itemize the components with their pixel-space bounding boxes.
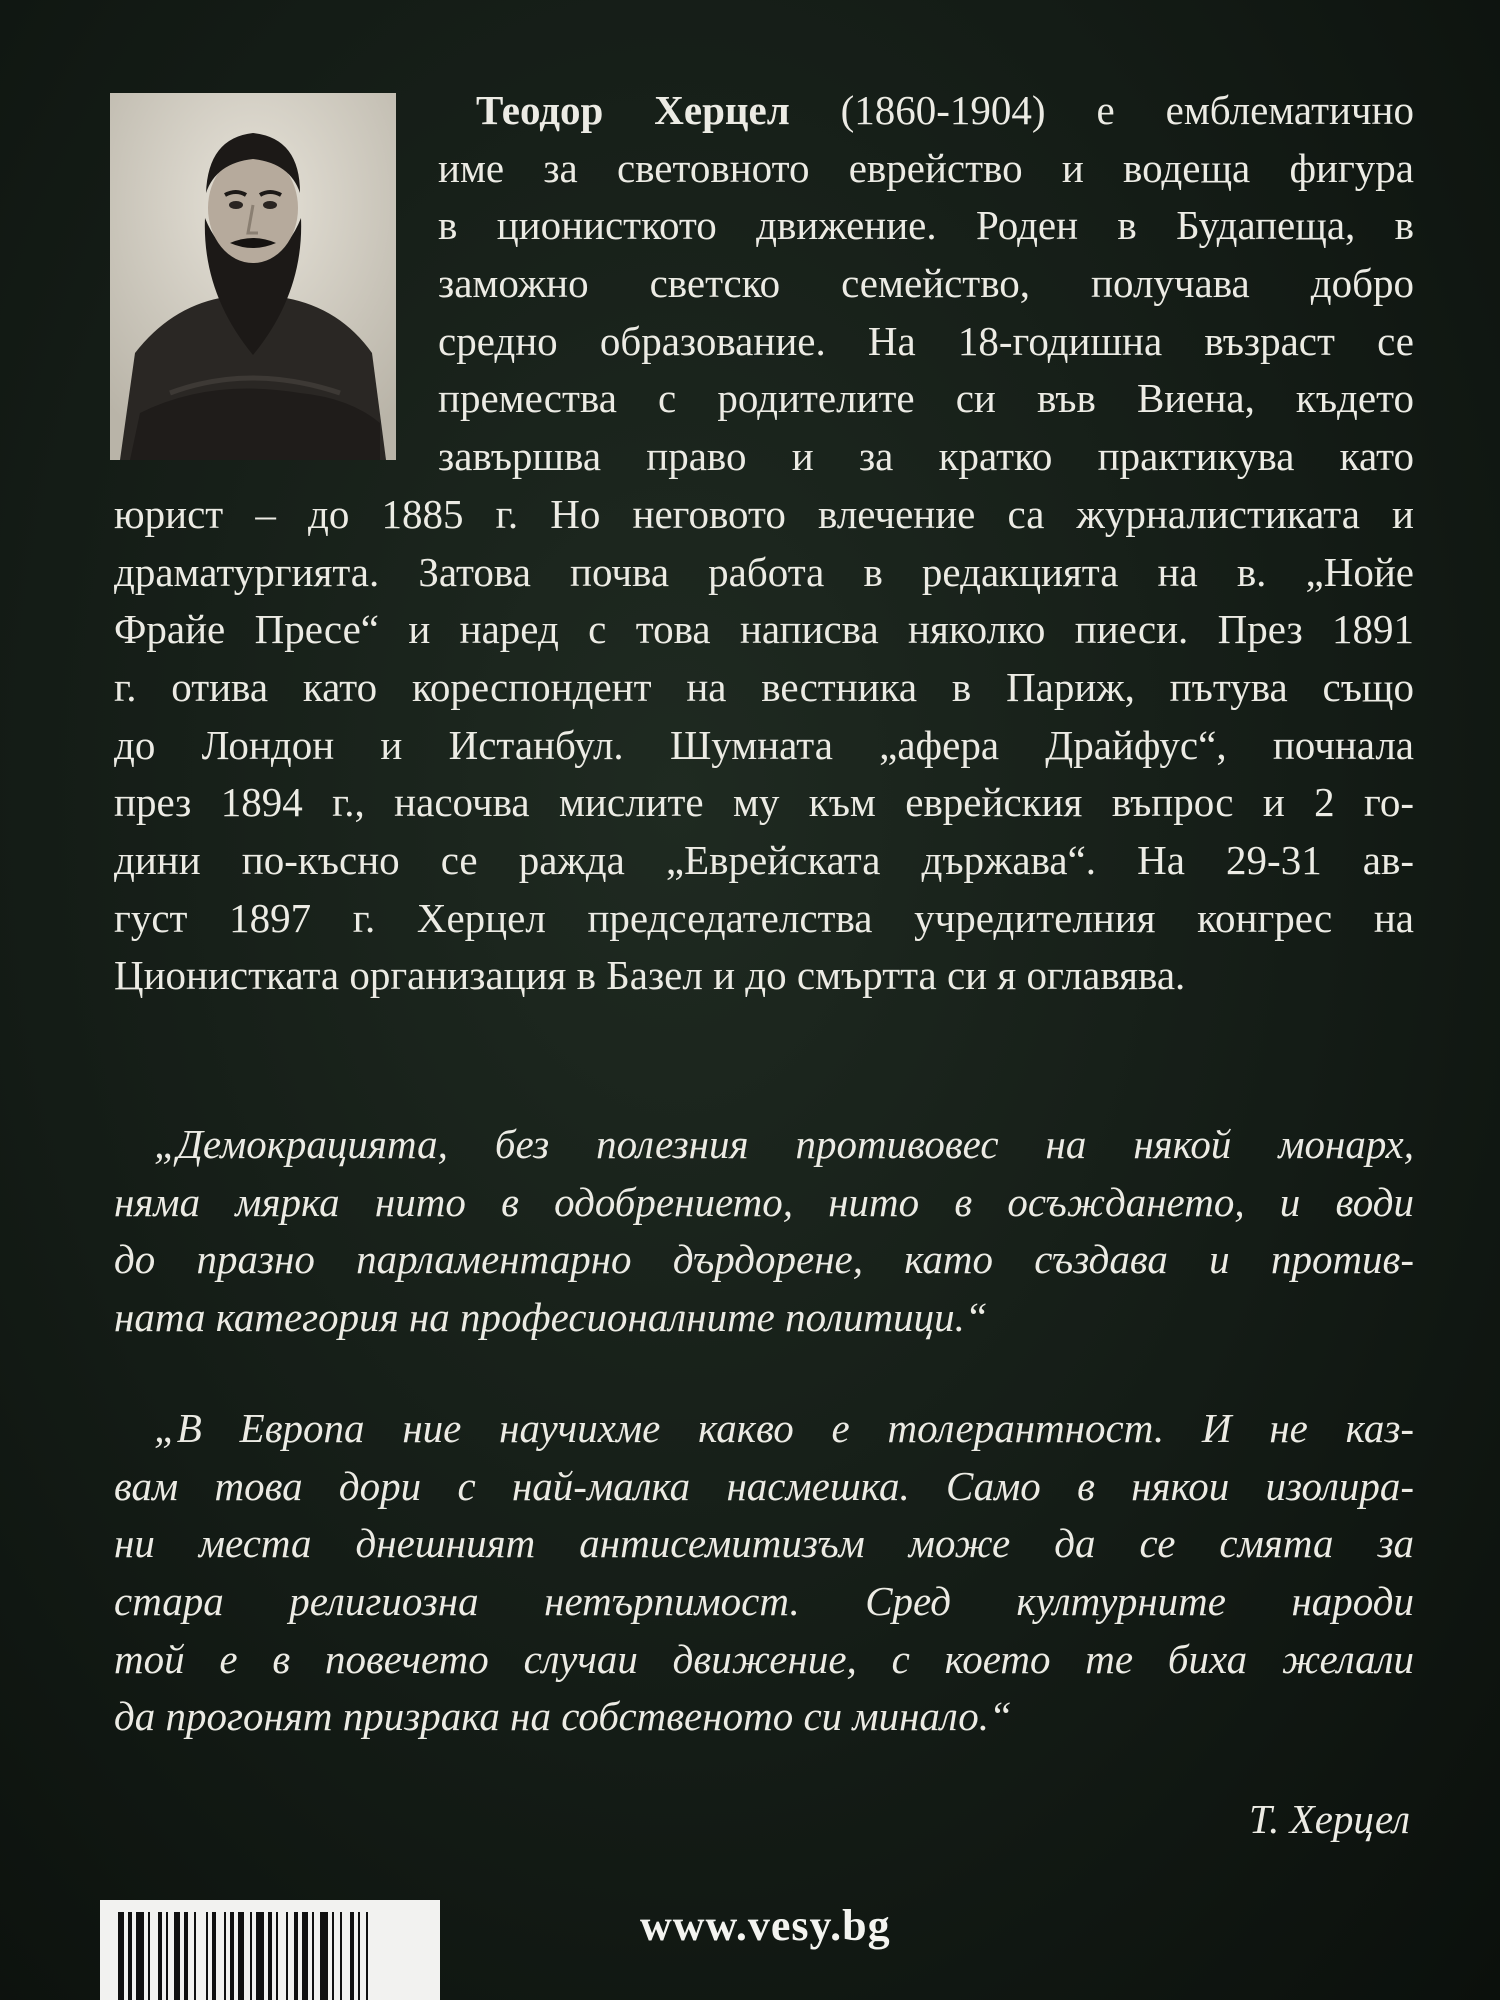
barcode: [100, 1900, 440, 2000]
quote-line: „В Европа ние научихме какво е толерантност. И не каз-: [154, 1405, 1414, 1451]
barcode-bar: [320, 1912, 328, 2000]
barcode-bar: [166, 1912, 168, 2000]
bio-line: премества с родителите си във Виена, където: [438, 375, 1414, 422]
barcode-bar: [286, 1912, 288, 2000]
barcode-bar: [340, 1912, 342, 2000]
barcode-bar: [302, 1912, 308, 2000]
barcode-bar: [294, 1912, 298, 2000]
publisher-website: www.vesy.bg: [640, 1901, 891, 1950]
bio-line: в ционисткото движение. Роден в Будапеща, в: [438, 202, 1414, 249]
barcode-bar: [366, 1912, 368, 2000]
barcode-bar: [212, 1912, 216, 2000]
bio-line: завършва право и за кратко практикува като: [438, 433, 1414, 480]
barcode-bar: [136, 1912, 144, 2000]
barcode-bar: [256, 1912, 264, 2000]
barcode-bar: [118, 1912, 124, 2000]
bio-line: Фрайе Пресе“ и наред с това написва няколко пиеси. През 1891: [114, 606, 1414, 653]
barcode-bar: [174, 1912, 180, 2000]
bio-line: средно образование. На 18-годишна възраст се: [438, 317, 1414, 364]
bio-line: Ционистката организация в Базел и до смъртта си я оглавява.: [114, 952, 1186, 999]
signature: Т. Херцел: [1248, 1796, 1410, 1842]
barcode-bar: [128, 1912, 132, 2000]
bio-line: Теодор Херцел (1860-1904) е емблематично: [476, 87, 1414, 133]
quote-line: няма мярка нито в одобрението, нито в осъждането, и води: [114, 1178, 1414, 1225]
barcode-bar: [276, 1912, 278, 2000]
bio-line: г. отива като кореспондент на вестника в Париж, пътува също: [114, 663, 1414, 710]
quote-line: той е в повечето случаи движение, с което те биха желали: [114, 1635, 1414, 1682]
quote-line: „Демокрацията, без полезния противовес на някой монарх,: [154, 1121, 1414, 1167]
quote-line: до празно парламентарно дърдорене, като създава и против-: [114, 1236, 1414, 1283]
barcode-bar: [230, 1912, 234, 2000]
bio-line: през 1894 г., насочва мислите му към еврейския въпрос и 2 го-: [114, 779, 1414, 826]
biography: [114, 82, 1414, 1005]
barcode-bar: [158, 1912, 162, 2000]
quote-line: вам това дори с най-малка насмешка. Само в някои изолира-: [114, 1462, 1414, 1509]
quote-tolerance: [114, 1400, 1414, 1746]
bio-line: густ 1897 г. Херцел председателства учредителния конгрес на: [114, 894, 1414, 941]
barcode-icon: [100, 1900, 440, 2000]
quote-line: да прогонят призрака на собственото си минало.“: [114, 1693, 1012, 1740]
barcode-bar: [312, 1912, 314, 2000]
barcode-bar: [238, 1912, 244, 2000]
barcode-bar: [332, 1912, 334, 2000]
barcode-bar: [250, 1912, 252, 2000]
bio-line: име за световното еврейство и водеща фигура: [438, 144, 1414, 191]
barcode-bar: [148, 1912, 150, 2000]
bio-line: заможно светско семейство, получава добро: [438, 260, 1414, 307]
barcode-bar: [358, 1912, 360, 2000]
barcode-bar: [194, 1912, 196, 2000]
bio-line: драматургията. Затова почва работа в редакцията на в. „Нойе: [114, 548, 1414, 595]
barcode-bar: [268, 1912, 272, 2000]
barcode-bar: [224, 1912, 226, 2000]
author-name: Теодор Херцел: [476, 87, 790, 133]
quote-line: ни места днешният антисемитизъм може да се смята за: [114, 1520, 1414, 1567]
quote-line: стара религиозна нетърпимост. Сред културните народи: [114, 1578, 1414, 1625]
bio-line: до Лондон и Истанбул. Шумната „афера Драйфус“, почнала: [114, 721, 1414, 768]
barcode-bar: [350, 1912, 354, 2000]
barcode-bar: [206, 1912, 208, 2000]
bio-line: юрист – до 1885 г. Но неговото влечение са журналистиката и: [114, 490, 1414, 537]
bio-line: дини по-късно се ражда „Еврейската държава“. На 29-31 ав-: [114, 836, 1414, 883]
barcode-bar: [184, 1912, 188, 2000]
quote-line: ната категория на професионалните политици.“: [114, 1294, 988, 1341]
quote-democracy: [114, 1116, 1414, 1347]
